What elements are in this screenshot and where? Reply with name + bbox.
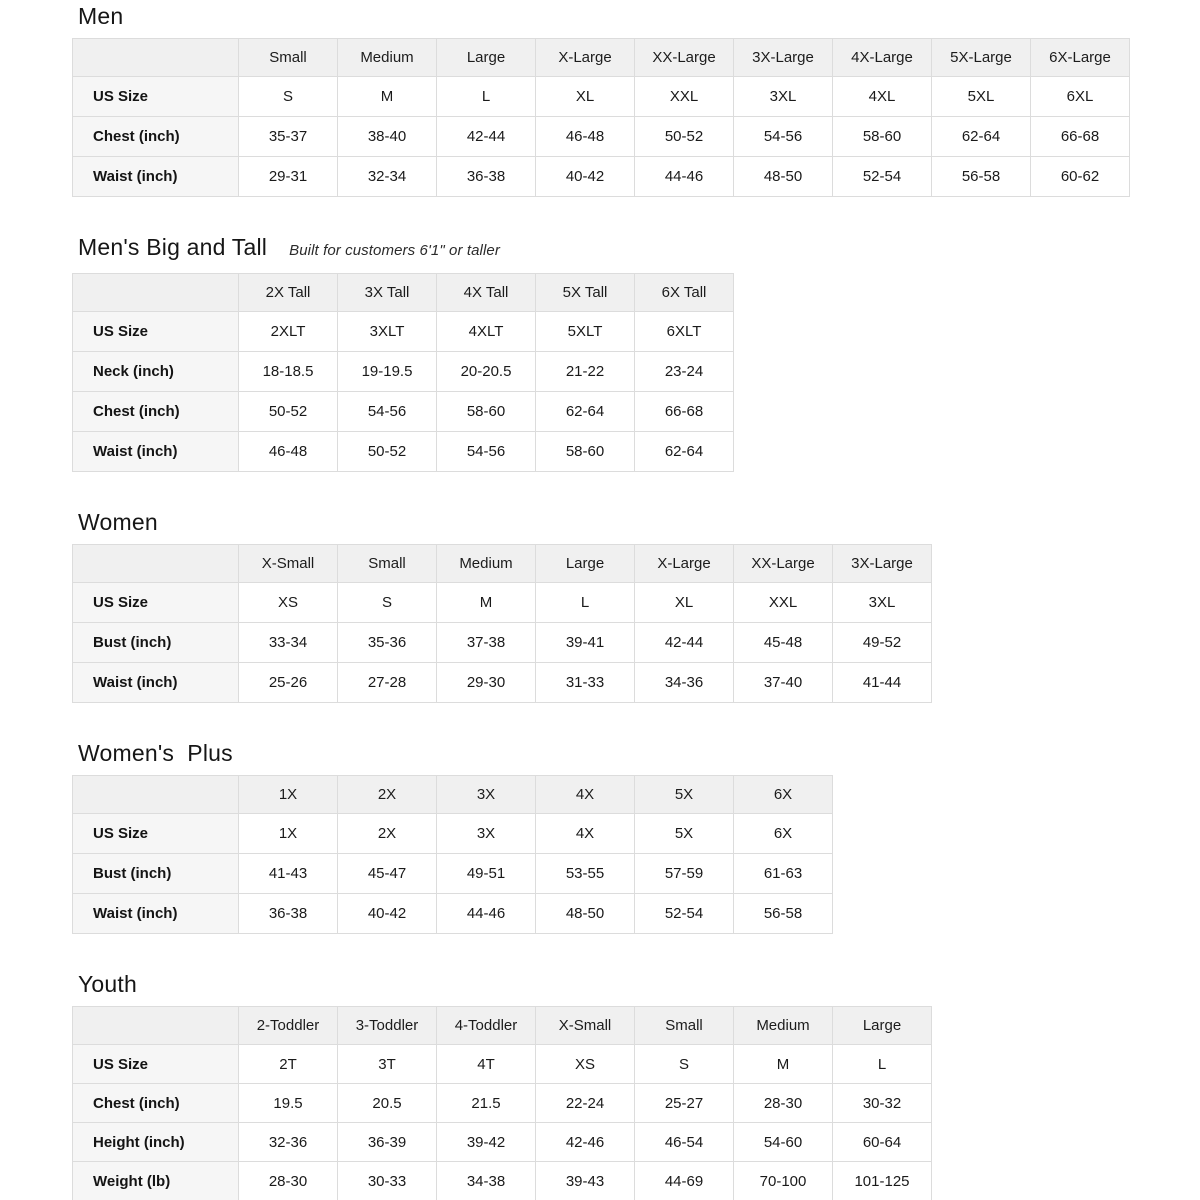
size-table-women xyxy=(72,544,932,703)
column-header: 2X Tall xyxy=(239,274,338,312)
data-cell: 6X xyxy=(734,814,833,854)
row-label: Chest (inch) xyxy=(73,1084,239,1123)
data-cell: XL xyxy=(536,77,635,117)
data-cell: 53-55 xyxy=(536,854,635,894)
column-header: X-Large xyxy=(635,545,734,583)
column-header: 3-Toddler xyxy=(338,1007,437,1045)
column-header: 3X Tall xyxy=(338,274,437,312)
table-row xyxy=(73,663,932,703)
table-row xyxy=(73,854,833,894)
row-label: Bust (inch) xyxy=(73,623,239,663)
data-cell: 4X xyxy=(536,814,635,854)
table-row xyxy=(73,352,734,392)
data-cell: 19-19.5 xyxy=(338,352,437,392)
corner-cell xyxy=(73,1007,239,1045)
data-cell: 56-58 xyxy=(734,894,833,934)
header-row xyxy=(73,1007,932,1045)
column-header: Small xyxy=(239,39,338,77)
data-cell: 58-60 xyxy=(536,432,635,472)
table-row xyxy=(73,894,833,934)
column-header: 4X-Large xyxy=(833,39,932,77)
data-cell: 2XLT xyxy=(239,312,338,352)
section-title-youth xyxy=(78,970,1200,998)
data-cell: 41-44 xyxy=(833,663,932,703)
data-cell: 46-48 xyxy=(239,432,338,472)
data-cell: 33-34 xyxy=(239,623,338,663)
section-title-text: Men's Big and Tall xyxy=(78,234,268,260)
section-title-text: Women's Plus xyxy=(78,740,233,766)
data-cell: 52-54 xyxy=(635,894,734,934)
data-cell: 31-33 xyxy=(536,663,635,703)
size-table-youth xyxy=(72,1006,932,1200)
corner-cell xyxy=(73,274,239,312)
data-cell: 70-100 xyxy=(734,1162,833,1200)
data-cell: 48-50 xyxy=(536,894,635,934)
header-row xyxy=(73,274,734,312)
column-header: Small xyxy=(338,545,437,583)
section-title-mens-big-and-tall xyxy=(78,233,1200,265)
data-cell: 5X xyxy=(635,814,734,854)
column-header: 3X xyxy=(437,776,536,814)
column-header: X-Small xyxy=(239,545,338,583)
row-label: US Size xyxy=(73,583,239,623)
column-header: 4X xyxy=(536,776,635,814)
corner-cell xyxy=(73,39,239,77)
column-header: 6X Tall xyxy=(635,274,734,312)
data-cell: 50-52 xyxy=(338,432,437,472)
data-cell: 18-18.5 xyxy=(239,352,338,392)
data-cell: 4T xyxy=(437,1045,536,1084)
data-cell: 35-37 xyxy=(239,117,338,157)
row-label: US Size xyxy=(73,312,239,352)
data-cell: 21.5 xyxy=(437,1084,536,1123)
section-title-womens-plus xyxy=(78,739,1200,767)
data-cell: 28-30 xyxy=(239,1162,338,1200)
section-men xyxy=(72,2,1200,197)
data-cell: 3X xyxy=(437,814,536,854)
row-label: Bust (inch) xyxy=(73,854,239,894)
row-label: Chest (inch) xyxy=(73,117,239,157)
data-cell: 27-28 xyxy=(338,663,437,703)
data-cell: 30-32 xyxy=(833,1084,932,1123)
row-label: US Size xyxy=(73,814,239,854)
header-row xyxy=(73,545,932,583)
data-cell: 4XLT xyxy=(437,312,536,352)
table-row xyxy=(73,77,1130,117)
data-cell: 50-52 xyxy=(239,392,338,432)
data-cell: 44-46 xyxy=(635,157,734,197)
data-cell: 39-42 xyxy=(437,1123,536,1162)
data-cell: 2T xyxy=(239,1045,338,1084)
data-cell: 36-39 xyxy=(338,1123,437,1162)
table-row xyxy=(73,117,1130,157)
data-cell: XXL xyxy=(734,583,833,623)
data-cell: 66-68 xyxy=(635,392,734,432)
column-header: XX-Large xyxy=(734,545,833,583)
table-row xyxy=(73,1045,932,1084)
data-cell: 37-40 xyxy=(734,663,833,703)
table-row xyxy=(73,157,1130,197)
size-table-men xyxy=(72,38,1130,197)
data-cell: 5XLT xyxy=(536,312,635,352)
column-header: 2X xyxy=(338,776,437,814)
data-cell: 48-50 xyxy=(734,157,833,197)
data-cell: 58-60 xyxy=(833,117,932,157)
data-cell: 28-30 xyxy=(734,1084,833,1123)
data-cell: 60-62 xyxy=(1031,157,1130,197)
data-cell: 41-43 xyxy=(239,854,338,894)
data-cell: 25-26 xyxy=(239,663,338,703)
section-youth xyxy=(72,970,1200,1200)
size-table-mens-big-and-tall xyxy=(72,273,734,472)
data-cell: 42-44 xyxy=(635,623,734,663)
data-cell: 29-30 xyxy=(437,663,536,703)
row-label: Height (inch) xyxy=(73,1123,239,1162)
data-cell: L xyxy=(833,1045,932,1084)
section-title-text: Women xyxy=(78,509,158,535)
data-cell: 44-69 xyxy=(635,1162,734,1200)
data-cell: S xyxy=(239,77,338,117)
table-row xyxy=(73,623,932,663)
data-cell: M xyxy=(734,1045,833,1084)
data-cell: 29-31 xyxy=(239,157,338,197)
row-label: Weight (lb) xyxy=(73,1162,239,1200)
data-cell: 19.5 xyxy=(239,1084,338,1123)
column-header: 3X-Large xyxy=(833,545,932,583)
corner-cell xyxy=(73,545,239,583)
data-cell: 25-27 xyxy=(635,1084,734,1123)
data-cell: 45-47 xyxy=(338,854,437,894)
data-cell: 20-20.5 xyxy=(437,352,536,392)
data-cell: 62-64 xyxy=(635,432,734,472)
section-title-text: Youth xyxy=(78,971,137,997)
row-label: Chest (inch) xyxy=(73,392,239,432)
data-cell: 54-56 xyxy=(437,432,536,472)
table-row xyxy=(73,392,734,432)
data-cell: 54-56 xyxy=(338,392,437,432)
data-cell: 2X xyxy=(338,814,437,854)
data-cell: 39-41 xyxy=(536,623,635,663)
section-women xyxy=(72,508,1200,703)
data-cell: 4XL xyxy=(833,77,932,117)
column-header: Medium xyxy=(338,39,437,77)
data-cell: 46-48 xyxy=(536,117,635,157)
column-header: 2-Toddler xyxy=(239,1007,338,1045)
data-cell: 46-54 xyxy=(635,1123,734,1162)
column-header: X-Small xyxy=(536,1007,635,1045)
table-row xyxy=(73,1162,932,1200)
data-cell: 3T xyxy=(338,1045,437,1084)
data-cell: 6XL xyxy=(1031,77,1130,117)
data-cell: 39-43 xyxy=(536,1162,635,1200)
table-row xyxy=(73,814,833,854)
data-cell: 42-44 xyxy=(437,117,536,157)
data-cell: 22-24 xyxy=(536,1084,635,1123)
table-row xyxy=(73,583,932,623)
column-header: Medium xyxy=(734,1007,833,1045)
data-cell: 23-24 xyxy=(635,352,734,392)
section-subtitle: Built for customers 6'1" or taller xyxy=(289,242,500,259)
row-label: US Size xyxy=(73,1045,239,1084)
section-title-men xyxy=(78,2,1200,30)
data-cell: 34-36 xyxy=(635,663,734,703)
row-label: Neck (inch) xyxy=(73,352,239,392)
data-cell: 6XLT xyxy=(635,312,734,352)
table-row xyxy=(73,1084,932,1123)
section-mens-big-and-tall xyxy=(72,233,1200,472)
data-cell: 30-33 xyxy=(338,1162,437,1200)
data-cell: L xyxy=(536,583,635,623)
data-cell: 49-51 xyxy=(437,854,536,894)
data-cell: 58-60 xyxy=(437,392,536,432)
data-cell: 49-52 xyxy=(833,623,932,663)
data-cell: 42-46 xyxy=(536,1123,635,1162)
column-header: Large xyxy=(833,1007,932,1045)
data-cell: L xyxy=(437,77,536,117)
data-cell: 66-68 xyxy=(1031,117,1130,157)
column-header: Small xyxy=(635,1007,734,1045)
column-header: 4X Tall xyxy=(437,274,536,312)
data-cell: M xyxy=(437,583,536,623)
data-cell: XL xyxy=(635,583,734,623)
data-cell: 20.5 xyxy=(338,1084,437,1123)
data-cell: 3XLT xyxy=(338,312,437,352)
table-row xyxy=(73,312,734,352)
row-label: Waist (inch) xyxy=(73,432,239,472)
data-cell: 50-52 xyxy=(635,117,734,157)
row-label: Waist (inch) xyxy=(73,663,239,703)
column-header: Medium xyxy=(437,545,536,583)
column-header: XX-Large xyxy=(635,39,734,77)
table-row xyxy=(73,432,734,472)
data-cell: 3XL xyxy=(734,77,833,117)
data-cell: 3XL xyxy=(833,583,932,623)
data-cell: 54-56 xyxy=(734,117,833,157)
data-cell: 57-59 xyxy=(635,854,734,894)
data-cell: 37-38 xyxy=(437,623,536,663)
data-cell: 38-40 xyxy=(338,117,437,157)
row-label: Waist (inch) xyxy=(73,157,239,197)
data-cell: 36-38 xyxy=(437,157,536,197)
data-cell: 40-42 xyxy=(536,157,635,197)
data-cell: 34-38 xyxy=(437,1162,536,1200)
column-header: 6X xyxy=(734,776,833,814)
data-cell: 54-60 xyxy=(734,1123,833,1162)
data-cell: 36-38 xyxy=(239,894,338,934)
column-header: 6X-Large xyxy=(1031,39,1130,77)
data-cell: 35-36 xyxy=(338,623,437,663)
data-cell: 1X xyxy=(239,814,338,854)
row-label: Waist (inch) xyxy=(73,894,239,934)
data-cell: 40-42 xyxy=(338,894,437,934)
size-table-womens-plus xyxy=(72,775,833,934)
data-cell: 32-34 xyxy=(338,157,437,197)
column-header: Large xyxy=(437,39,536,77)
data-cell: 45-48 xyxy=(734,623,833,663)
column-header: 3X-Large xyxy=(734,39,833,77)
column-header: 1X xyxy=(239,776,338,814)
data-cell: 5XL xyxy=(932,77,1031,117)
data-cell: 52-54 xyxy=(833,157,932,197)
data-cell: S xyxy=(338,583,437,623)
column-header: Large xyxy=(536,545,635,583)
data-cell: XXL xyxy=(635,77,734,117)
data-cell: S xyxy=(635,1045,734,1084)
data-cell: 61-63 xyxy=(734,854,833,894)
data-cell: XS xyxy=(239,583,338,623)
data-cell: 44-46 xyxy=(437,894,536,934)
data-cell: XS xyxy=(536,1045,635,1084)
section-womens-plus xyxy=(72,739,1200,934)
column-header: 4-Toddler xyxy=(437,1007,536,1045)
header-row xyxy=(73,39,1130,77)
section-title-women xyxy=(78,508,1200,536)
column-header: 5X-Large xyxy=(932,39,1031,77)
column-header: 5X Tall xyxy=(536,274,635,312)
column-header: 5X xyxy=(635,776,734,814)
data-cell: 56-58 xyxy=(932,157,1031,197)
section-title-text: Men xyxy=(78,3,124,29)
table-row xyxy=(73,1123,932,1162)
data-cell: 101-125 xyxy=(833,1162,932,1200)
header-row xyxy=(73,776,833,814)
corner-cell xyxy=(73,776,239,814)
row-label: US Size xyxy=(73,77,239,117)
data-cell: 62-64 xyxy=(536,392,635,432)
data-cell: 60-64 xyxy=(833,1123,932,1162)
data-cell: M xyxy=(338,77,437,117)
data-cell: 21-22 xyxy=(536,352,635,392)
data-cell: 32-36 xyxy=(239,1123,338,1162)
column-header: X-Large xyxy=(536,39,635,77)
data-cell: 62-64 xyxy=(932,117,1031,157)
